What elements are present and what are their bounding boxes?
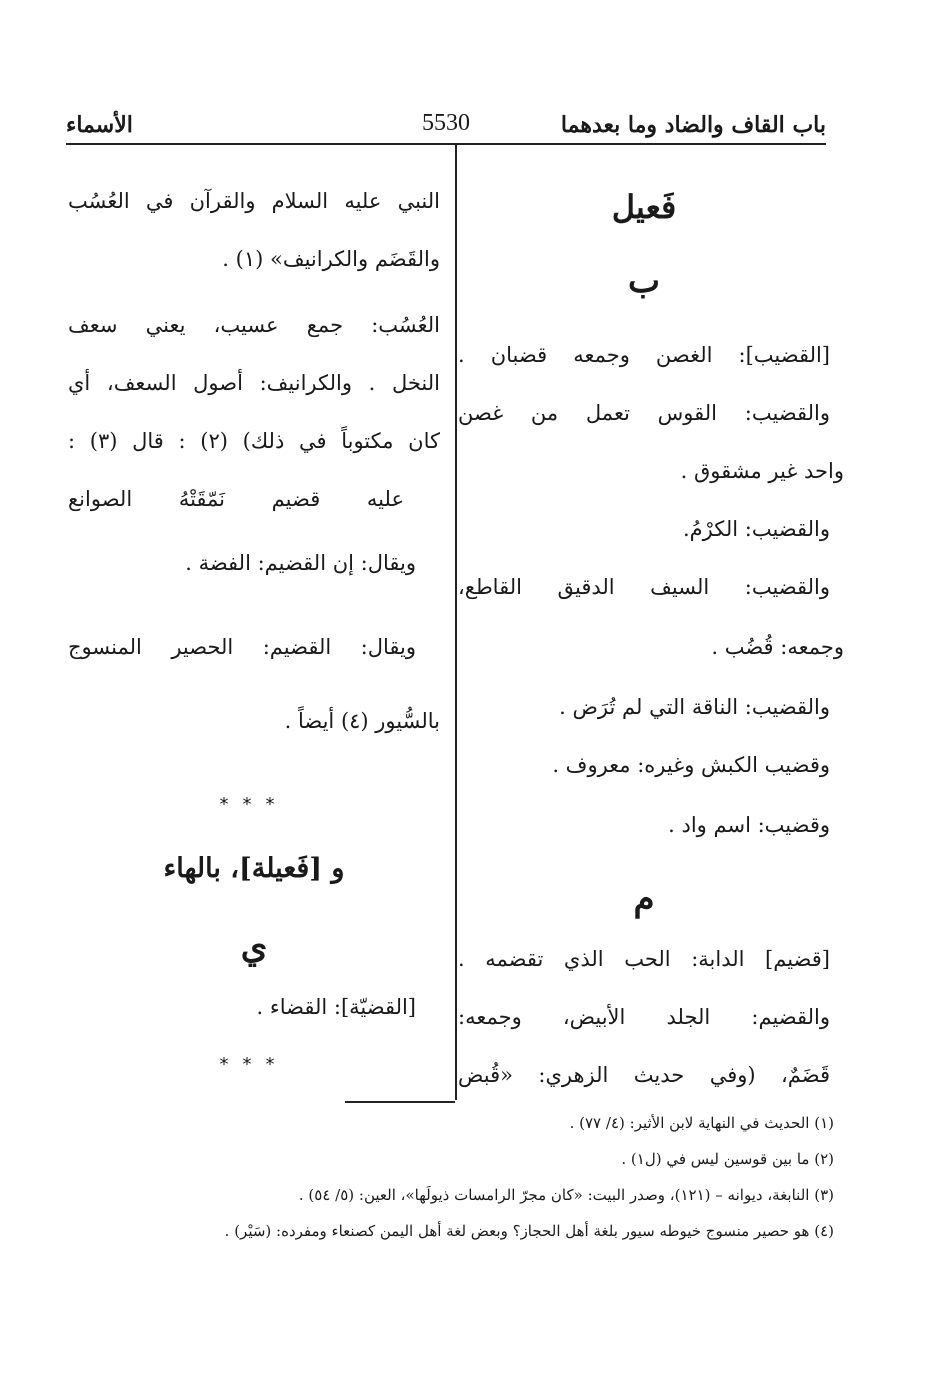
entry-line: [قضيم] الدابة: الحب الذي تقضمه .: [458, 947, 830, 971]
entry-line: كان مكتوباً في ذلك) (٢) : قال (٣) :: [68, 429, 440, 453]
entry-line: العُسُب: جمع عسيب، يعني سعف: [68, 313, 440, 337]
footnote-rule: [345, 1101, 455, 1103]
letter-heading-b: ب: [627, 261, 660, 301]
separator-stars: ***: [219, 794, 289, 815]
entry-line: وقضيب: اسم واد .: [668, 813, 830, 837]
entry-line: والقضيب: القوس تعمل من غصن: [458, 401, 830, 425]
entry-line: النبي عليه السلام والقرآن في العُسُب: [68, 189, 440, 213]
page-header: [66, 104, 826, 144]
page-number: 5530: [422, 110, 470, 136]
entry-line: وقضيب الكبش وغيره: معروف .: [552, 753, 830, 777]
pattern-heading: فَعيل: [611, 188, 677, 226]
chapter-title: باب القاف والضاد وما بعدهما: [560, 112, 826, 138]
separator-stars: ***: [219, 1054, 289, 1075]
entry-line: والقَضَم والكرانيف» (١) .: [222, 247, 440, 271]
entry-line: والقضيب: الكرْمُ.: [682, 517, 830, 541]
footnote: (٣) النابغة، ديوانه – (١٢١)، وصدر البيت: «كان مجرّ الرامسات ذيولَها»، العين: (٥/ ٥٤) .: [298, 1186, 834, 1204]
entry-line: ويقال: القضيم: الحصير المنسوج: [68, 635, 416, 659]
footnote: (٤) هو حصير منسوج خيوطه سيور بلغة أهل الحجاز؟ وبعض لغة أهل اليمن كصنعاء ومفرده: (سَيْر) .: [224, 1222, 834, 1240]
footnote: (٢) ما بين قوسين ليس في (ل١) .: [621, 1150, 834, 1168]
entry-line: والقضيب: السيف الدقيق القاطع،: [458, 575, 830, 599]
entry-line: النخل . والكرانيف: أصول السعف، أي: [68, 371, 440, 395]
entry-line: ويقال: إن القضيم: الفضة .: [185, 551, 416, 575]
entry-line: والقضيب: الناقة التي لم تُرَض .: [559, 695, 830, 719]
letter-heading-m: م: [633, 879, 655, 919]
entry-line: [القضيّة]: القضاء .: [256, 995, 416, 1019]
entry-line: واحد غير مشقوق .: [680, 459, 844, 483]
entry-line: قَضَمٌ، (وفي حديث الزهري: «قُبض: [458, 1063, 830, 1087]
header-rule: [66, 143, 826, 145]
entry-line: بالسُّيور (٤) أيضاً .: [284, 709, 440, 733]
column-divider: [455, 145, 457, 1100]
footnote: (١) الحديث في النهاية لابن الأثير: (٤/ ٧٧) .: [569, 1114, 834, 1132]
entry-line: [القضيب]: الغصن وجمعه قضبان .: [458, 343, 830, 367]
letter-heading-y: ي: [240, 927, 268, 967]
verse-line: عليه قضيم نَمّقَتْهُ الصوانع: [68, 487, 404, 511]
entry-line: والقضيم: الجلد الأبيض، وجمعه:: [458, 1005, 830, 1029]
section-heading: و [فَعيلة]، بالهاء: [163, 853, 345, 884]
section-title: الأسماء: [66, 112, 133, 138]
entry-line: وجمعه: قُضُب .: [711, 635, 844, 659]
